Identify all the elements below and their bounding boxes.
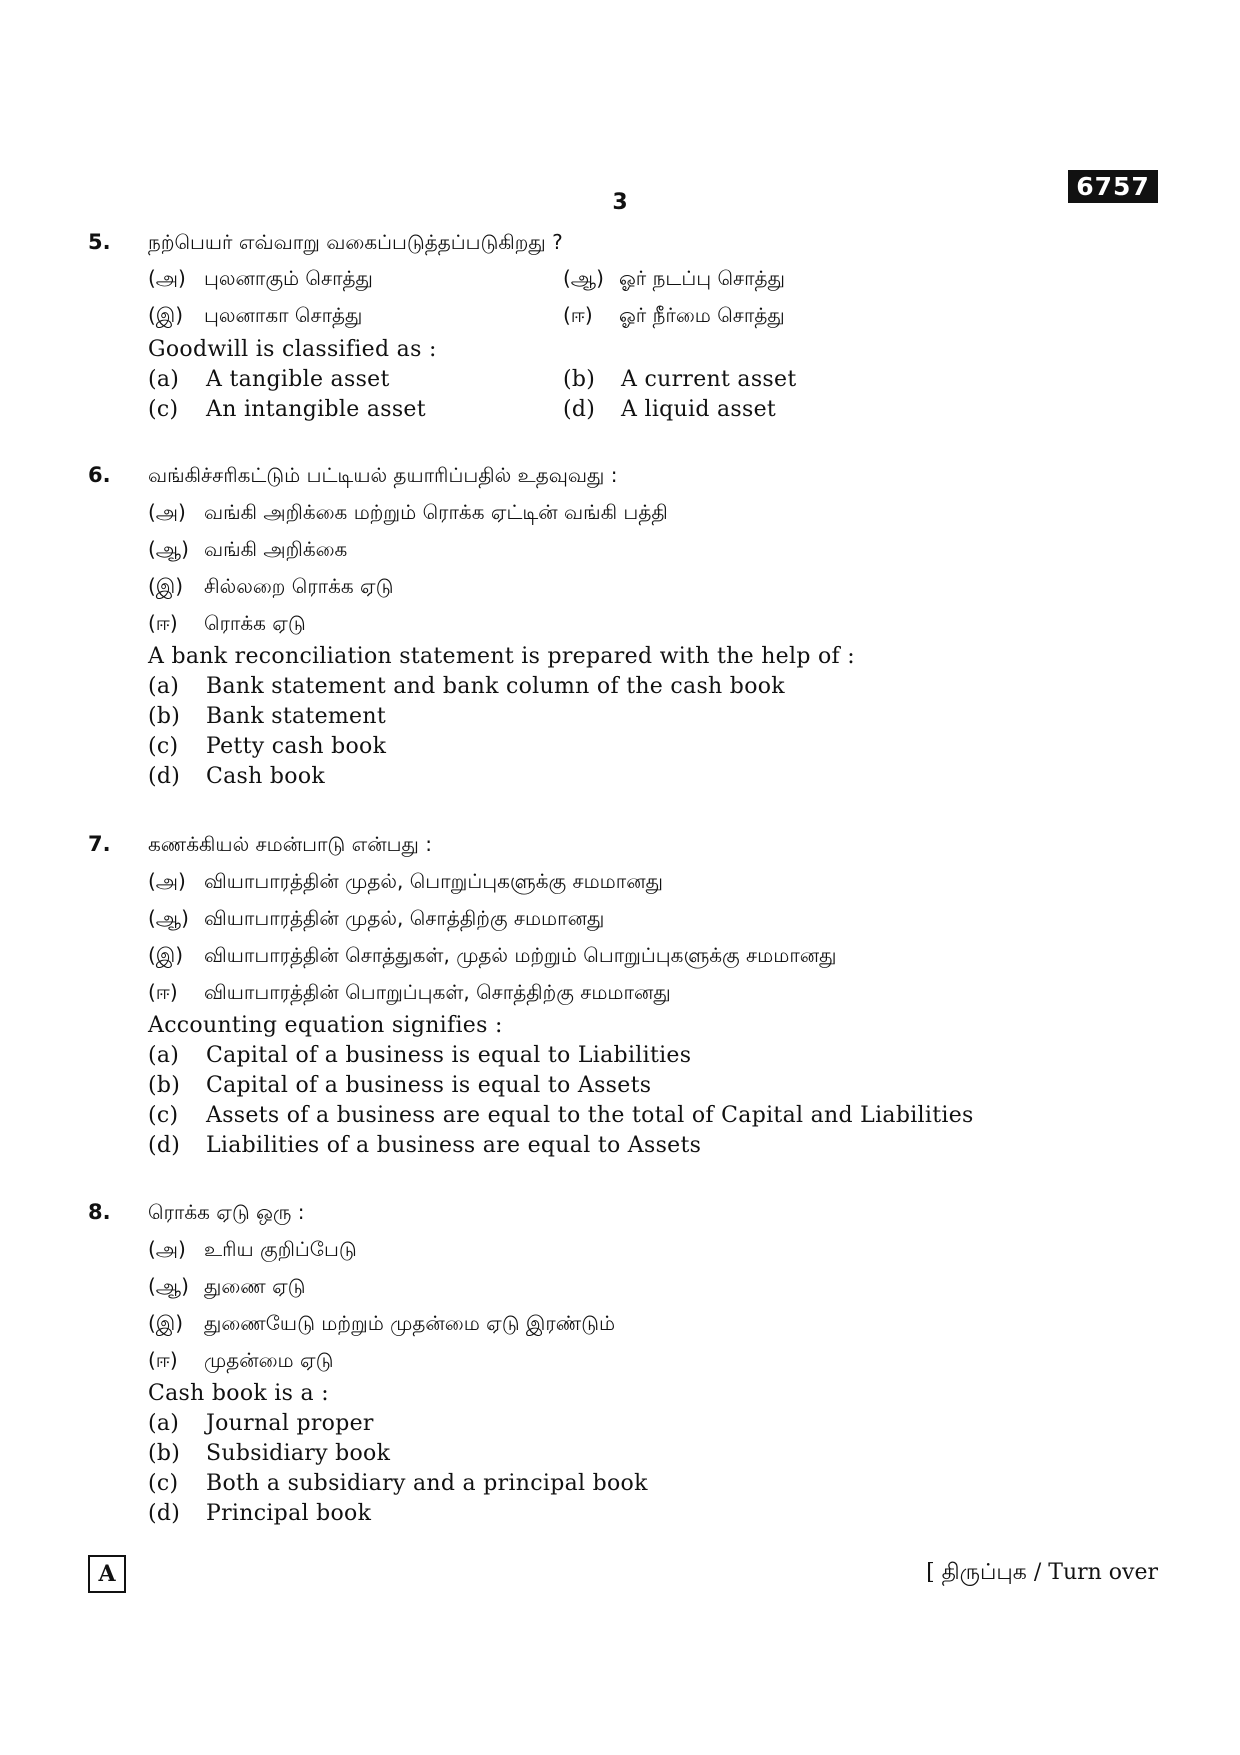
option-label: (d)	[148, 1133, 181, 1158]
option-text: வியாபாரத்தின் முதல், சொத்திற்கு சமமானது	[204, 906, 605, 930]
option-label: (ஆ)	[148, 537, 189, 561]
tamil-option	[148, 537, 347, 564]
option-text: A liquid asset	[621, 397, 777, 422]
option-text: உரிய குறிப்பேடு	[204, 1237, 357, 1261]
option-text: வங்கி அறிக்கை	[204, 537, 348, 561]
option-label: (இ)	[148, 574, 184, 598]
question-number: 6.	[88, 463, 111, 487]
english-option	[148, 704, 386, 729]
option-text: துணை ஏடு	[204, 1274, 306, 1298]
page-number: 3	[612, 190, 628, 215]
english-option	[148, 1501, 371, 1526]
option-text: துணையேடு மற்றும் முதன்மை ஏடு இரண்டும்	[204, 1311, 616, 1335]
option-text: Assets of a business are equal to the total of Capital and Liabilities	[206, 1103, 974, 1128]
tamil-option	[148, 869, 663, 896]
option-text: Principal book	[206, 1501, 372, 1526]
option-text: வியாபாரத்தின் சொத்துகள், முதல் மற்றும் பொறுப்புகளுக்கு சமமானது	[204, 943, 837, 967]
english-option	[563, 367, 796, 392]
option-label: (ஈ)	[148, 980, 178, 1004]
english-option	[148, 674, 785, 699]
english-question: Goodwill is classified as :	[148, 337, 437, 362]
option-text: Journal proper	[206, 1411, 374, 1436]
english-option	[148, 764, 325, 789]
question-number: 7.	[88, 832, 111, 856]
english-option	[563, 397, 776, 422]
tamil-question: கணக்கியல் சமன்பாடு என்பது :	[148, 832, 432, 856]
option-text: ஓர் நடப்பு சொத்து	[619, 266, 785, 290]
option-label: (ஈ)	[148, 1348, 178, 1372]
english-option	[148, 734, 386, 759]
option-label: (அ)	[148, 869, 186, 893]
option-label: (d)	[148, 764, 181, 789]
english-option	[148, 1073, 651, 1098]
option-text: ரொக்க ஏடு	[204, 611, 306, 635]
option-text: Bank statement	[206, 704, 386, 729]
option-text: சில்லறை ரொக்க ஏடு	[204, 574, 394, 598]
tamil-option	[148, 1348, 333, 1375]
option-text: வியாபாரத்தின் பொறுப்புகள், சொத்திற்கு சமமானது	[204, 980, 671, 1004]
option-label: (அ)	[148, 500, 186, 524]
option-label: (c)	[148, 397, 179, 422]
tamil-option	[148, 1274, 306, 1301]
option-label: (c)	[148, 1103, 179, 1128]
english-option	[148, 1471, 648, 1496]
option-label: (அ)	[148, 1237, 186, 1261]
option-label: (a)	[148, 674, 180, 699]
option-text: ஓர் நீர்மை சொத்து	[619, 303, 785, 327]
option-label: (a)	[148, 367, 180, 392]
tamil-option	[148, 574, 393, 601]
option-label: (d)	[563, 397, 596, 422]
tamil-option	[148, 303, 362, 330]
option-text: Bank statement and bank column of the cash book	[206, 674, 785, 699]
option-label: (b)	[148, 1073, 181, 1098]
tamil-option	[148, 266, 373, 293]
turn-over-note: [ திருப்புக / Turn over	[926, 1560, 1158, 1585]
option-text: புலனாகா சொத்து	[204, 303, 363, 327]
tamil-option	[563, 303, 785, 330]
tamil-question: ரொக்க ஏடு ஒரு :	[148, 1200, 305, 1224]
english-option	[148, 367, 390, 392]
option-label: (d)	[148, 1501, 181, 1526]
option-text: Liabilities of a business are equal to Assets	[206, 1133, 702, 1158]
option-text: A current asset	[621, 367, 797, 392]
option-text: Petty cash book	[206, 734, 387, 759]
english-question: Accounting equation signifies :	[148, 1013, 503, 1038]
english-option	[148, 1411, 374, 1436]
english-option	[148, 1103, 974, 1128]
option-label: (இ)	[148, 1311, 184, 1335]
paper-code: 6757	[1068, 170, 1158, 203]
tamil-question: நற்பெயர் எவ்வாறு வகைப்படுத்தப்படுகிறது ?	[148, 230, 563, 254]
option-text: வியாபாரத்தின் முதல், பொறுப்புகளுக்கு சமமானது	[204, 869, 663, 893]
tamil-option	[148, 980, 671, 1007]
english-question: A bank reconciliation statement is prepared with the help of :	[148, 644, 856, 669]
option-label: (ஈ)	[148, 611, 178, 635]
english-option	[148, 1043, 691, 1068]
option-text: An intangible asset	[206, 397, 426, 422]
option-label: (c)	[148, 734, 179, 759]
option-label: (ஆ)	[563, 266, 604, 290]
option-label: (b)	[563, 367, 596, 392]
option-label: (அ)	[148, 266, 186, 290]
option-label: (a)	[148, 1043, 180, 1068]
tamil-option	[148, 1237, 357, 1264]
option-text: வங்கி அறிக்கை மற்றும் ரொக்க ஏட்டின் வங்கி பத்தி	[204, 500, 668, 524]
question-number: 5.	[88, 230, 111, 254]
tamil-option	[148, 500, 668, 527]
tamil-option	[563, 266, 785, 293]
option-label: (இ)	[148, 303, 184, 327]
option-label: (b)	[148, 1441, 181, 1466]
tamil-option	[148, 906, 604, 933]
option-text: Cash book	[206, 764, 326, 789]
option-text: Both a subsidiary and a principal book	[206, 1471, 648, 1496]
option-text: Subsidiary book	[206, 1441, 391, 1466]
option-label: (a)	[148, 1411, 180, 1436]
english-option	[148, 397, 426, 422]
option-text: A tangible asset	[206, 367, 390, 392]
option-label: (ஆ)	[148, 906, 189, 930]
option-label: (c)	[148, 1471, 179, 1496]
tamil-option	[148, 943, 837, 970]
option-label: (இ)	[148, 943, 184, 967]
option-text: முதன்மை ஏடு	[204, 1348, 334, 1372]
option-label: (b)	[148, 704, 181, 729]
tamil-option	[148, 1311, 615, 1338]
question-number: 8.	[88, 1200, 111, 1224]
tamil-question: வங்கிச்சரிகட்டும் பட்டியல் தயாரிப்பதில் உதவுவது :	[148, 463, 618, 487]
option-label: (ஆ)	[148, 1274, 189, 1298]
option-label: (ஈ)	[563, 303, 593, 327]
section-label-box: A	[88, 1555, 126, 1593]
option-text: புலனாகும் சொத்து	[204, 266, 373, 290]
option-text: Capital of a business is equal to Assets	[206, 1073, 652, 1098]
english-option	[148, 1441, 390, 1466]
option-text: Capital of a business is equal to Liabilities	[206, 1043, 692, 1068]
tamil-option	[148, 611, 306, 638]
english-question: Cash book is a :	[148, 1381, 329, 1406]
english-option	[148, 1133, 701, 1158]
